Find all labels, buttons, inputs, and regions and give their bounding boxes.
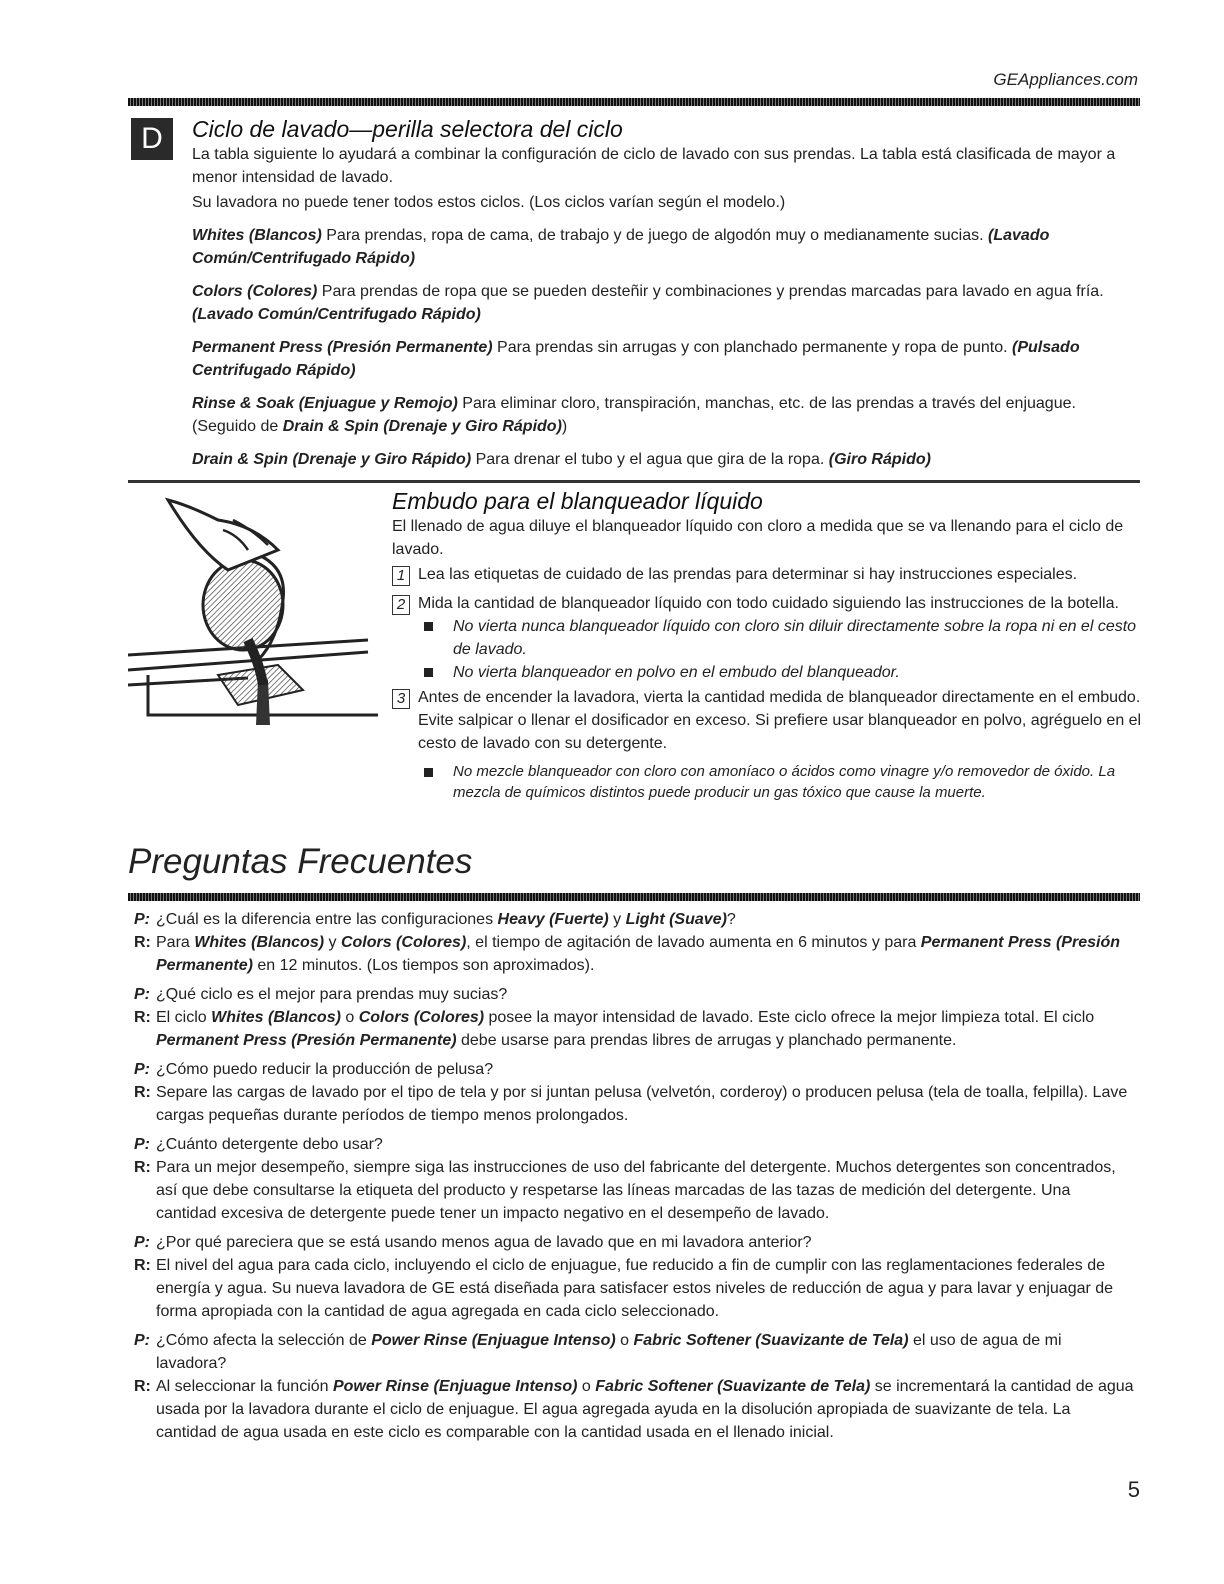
setting-name: Light (Suave) [625, 911, 727, 928]
cycle-description: Para drenar el tubo y el agua que gira de la ropa. [475, 451, 825, 468]
faq-question [134, 1133, 1134, 1156]
bullet-text: No mezcle blanqueador con cloro con amoníaco o ácidos como vinagre y/o removedor de óxido. La mezcla de químicos distintos puede producir un gas tóxico que cause la muerte. [453, 763, 1116, 801]
faq-answer [134, 931, 1134, 977]
answer-label: R: [134, 1084, 151, 1101]
intro-note: Su lavadora no puede tener todos estos ciclos. (Los ciclos varían según el modelo.) [192, 194, 786, 211]
text-run: en 12 minutos. (Los tiempos son aproximados). [252, 957, 595, 974]
section-badge: D [131, 118, 173, 160]
faq-question [134, 1058, 1134, 1081]
text-run: debe usarse para prendas libres de arrugas y planchado permanente. [456, 1032, 957, 1049]
step-text: Mida la cantidad de blanqueador líquido con todo cuidado siguiendo las instrucciones de la botella. [418, 595, 1119, 612]
bullet-text: No vierta nunca blanqueador líquido con cloro sin diluir directamente sobre la ropa ni en el cesto de lavado. [453, 618, 1137, 658]
setting-name: Power Rinse (Enjuague Intenso) [332, 1378, 578, 1395]
bullet-square-icon [424, 622, 433, 631]
answer-label: R: [134, 1257, 151, 1274]
cycle-name: Whites (Blancos) [192, 227, 322, 244]
question-label: P: [134, 1332, 150, 1349]
faq-question [134, 908, 1134, 931]
cycle-entry [192, 280, 1142, 326]
site-url: GEAppliances.com [993, 70, 1138, 89]
intro-paragraph: La tabla siguiente lo ayudará a combinar la configuración de ciclo de lavado con sus prendas. La tabla está clasificada de mayor a menor intensidad de lavado. [192, 146, 1116, 186]
setting-name: Power Rinse (Enjuague Intenso) [371, 1332, 616, 1349]
cycle-list [192, 224, 1142, 471]
cycle-name: Permanent Press (Presión Permanente) [192, 339, 493, 356]
answer-text [156, 1006, 1134, 1052]
text-run: El nivel del agua para cada ciclo, incluyendo el ciclo de enjuague, fue reducido a fin de cumplir con las reglamentaciones federales de energía y agua. Su nueva lavadora de GE está diseñada para satisfacer estos niveles de reducción de agua y para lavar y enjuagar de forma apropiada con la cantidad de agua agregada en cada ciclo seleccionado. [156, 1257, 1114, 1320]
cycle-mode: (Pulsado Centrifugado Rápido) [192, 339, 1080, 379]
text-run: , el tiempo de agitación de lavado aumenta en 6 minutos y para [466, 934, 921, 951]
bullet-square-icon [424, 668, 433, 677]
text-run: ¿Por qué pareciera que se está usando menos agua de lavado que en mi lavadora anterior? [156, 1234, 812, 1251]
step-number: 2 [392, 595, 410, 615]
text-run: se incrementará la cantidad de agua usada por la lavadora durante el ciclo de enjuague. El agua agregada ayuda en la disolución apropiada de suavizante de tela. La cantidad de agua usada en este ciclo es comparable con la cantidad usada en el llenado inicial. [156, 1378, 1134, 1441]
answer-label: R: [134, 1159, 151, 1176]
faq-answer [134, 1006, 1134, 1052]
cycle-entry [192, 336, 1142, 382]
setting-name: Colors (Colores) [340, 934, 467, 951]
text-run: Separe las cargas de lavado por el tipo de tela y por si juntan pelusa (velvetón, corderoy) o producen pelusa (tela de toalla, felpilla). Lave cargas pequeñas durante períodos de tiempo menos prolongados. [156, 1084, 1128, 1124]
answer-text [156, 1254, 1134, 1323]
faq-title: Preguntas Frecuentes [128, 842, 473, 881]
faq-answer [134, 1081, 1134, 1127]
answer-label: R: [134, 1009, 151, 1026]
cycle-description: Para prendas sin arrugas y con planchado permanente y ropa de punto. [497, 339, 1008, 356]
cycle-entry [192, 224, 1142, 270]
cycle-description: Para prendas de ropa que se pueden desteñir y combinaciones y prendas marcadas para lavado en agua fría. [321, 283, 1104, 300]
step-number: 3 [392, 689, 410, 709]
cycle-description: Para eliminar cloro, transpiración, manchas, etc. de las prendas a través del enjuague. (Seguido de [192, 395, 1076, 435]
text-run: ¿Cuánto detergente debo usar? [156, 1136, 383, 1153]
answer-text [156, 1156, 1134, 1225]
question-label: P: [134, 986, 150, 1003]
faq-rule [128, 893, 1140, 901]
text-run: El ciclo [156, 1009, 212, 1026]
setting-name: Permanent Press (Presión Permanente) [156, 1032, 457, 1049]
answer-label: R: [134, 934, 151, 951]
faq-question [134, 1231, 1134, 1254]
setting-name: Permanent Press (Presión Permanente) [156, 934, 1120, 974]
setting-name: Heavy (Fuerte) [497, 911, 609, 928]
cycle-name: Drain & Spin (Drenaje y Giro Rápido) [192, 451, 472, 468]
answer-label: R: [134, 1378, 151, 1395]
cycle-entry [192, 392, 1142, 438]
cycle-mode: (Lavado Común/Centrifugado Rápido) [192, 306, 481, 323]
text-run: Al seleccionar la función [156, 1378, 333, 1395]
faq-item [134, 1231, 1134, 1323]
setting-name: Whites (Blancos) [194, 934, 325, 951]
cycle-name: Rinse & Soak (Enjuague y Remojo) [192, 395, 458, 412]
cycle-mode: Drain & Spin (Drenaje y Giro Rápido) [282, 418, 562, 435]
cycle-entry [192, 448, 1142, 471]
step-3 [392, 686, 1142, 755]
faq-item [134, 1329, 1134, 1444]
cycle-mode: (Lavado Común/Centrifugado Rápido) [192, 227, 1050, 267]
section-wash-cycle [192, 118, 1142, 471]
setting-name: Fabric Softener (Suavizante de Tela) [595, 1378, 871, 1395]
text-run: y [608, 911, 626, 928]
cycle-end: ) [561, 418, 568, 435]
question-label: P: [134, 1061, 150, 1078]
question-text [156, 908, 736, 931]
faq-answer [134, 1375, 1134, 1444]
warning-bullet [424, 661, 1142, 684]
text-run: o [577, 1378, 596, 1395]
cycle-description: Para prendas, ropa de cama, de trabajo y de juego de algodón muy o medianamente sucias. [326, 227, 984, 244]
section-divider [128, 480, 1140, 483]
warning-bullet [424, 615, 1142, 661]
bleach-title: Embudo para el blanqueador líquido [392, 488, 763, 514]
setting-name: Colors (Colores) [358, 1009, 485, 1026]
text-run: ? [726, 911, 736, 928]
answer-text [156, 1375, 1134, 1444]
text-run: Para [156, 934, 195, 951]
faq-question [134, 983, 1134, 1006]
faq-item [134, 1058, 1134, 1127]
text-run: el uso de agua de mi lavadora? [156, 1332, 1062, 1372]
faq-answer [134, 1254, 1134, 1323]
bullet-text: No vierta blanqueador en polvo en el embudo del blanqueador. [453, 664, 900, 681]
setting-name: Fabric Softener (Suavizante de Tela) [633, 1332, 909, 1349]
bullet-square-icon [424, 768, 433, 777]
step-1 [392, 563, 1142, 586]
faq-item [134, 983, 1134, 1052]
question-text [156, 1058, 493, 1081]
step-text: Antes de encender la lavadora, vierta la cantidad medida de blanqueador directamente en el embudo. Evite salpicar o llenar el dosificador en exceso. Si prefiere usar blanqueador en polvo, agréguelo en el cesto de lavado con su detergente. [418, 689, 1142, 752]
question-text [156, 983, 507, 1006]
cycle-name: Colors (Colores) [192, 283, 318, 300]
bleach-intro: El llenado de agua diluye el blanqueador líquido con cloro a medida que se va llenando para el ciclo de lavado. [392, 518, 1124, 558]
question-text [156, 1133, 383, 1156]
question-text [156, 1231, 812, 1254]
text-run: ¿Qué ciclo es el mejor para prendas muy sucias? [156, 986, 508, 1003]
page-number: 5 [1127, 1477, 1140, 1502]
faq-answer [134, 1156, 1134, 1225]
setting-name: Whites (Blancos) [211, 1009, 341, 1026]
section-bleach-funnel [392, 490, 1142, 803]
text-run: o [340, 1009, 359, 1026]
step-text: Lea las etiquetas de cuidado de las prendas para determinar si hay instrucciones especiales. [418, 566, 1078, 583]
answer-text [156, 931, 1134, 977]
text-run: posee la mayor intensidad de lavado. Este ciclo ofrece la mejor limpieza total. El ciclo [484, 1009, 1095, 1026]
warning-bullet [424, 761, 1142, 803]
top-rule [128, 98, 1140, 106]
question-label: P: [134, 1234, 150, 1251]
text-run: o [615, 1332, 634, 1349]
step-number: 1 [392, 566, 410, 586]
faq-item [134, 908, 1134, 977]
step-2 [392, 592, 1142, 615]
text-run: ¿Cómo puedo reducir la producción de pelusa? [156, 1061, 494, 1078]
faq-question [134, 1329, 1134, 1375]
answer-text [156, 1081, 1134, 1127]
text-run: y [324, 934, 341, 951]
section-title: Ciclo de lavado—perilla selectora del ciclo [192, 116, 623, 142]
cycle-mode: (Giro Rápido) [828, 451, 931, 468]
text-run: ¿Cuál es la diferencia entre las configuraciones [156, 911, 498, 928]
bleach-pour-illustration [128, 490, 378, 750]
question-label: P: [134, 1136, 150, 1153]
text-run: ¿Cómo afecta la selección de [156, 1332, 372, 1349]
question-text [156, 1329, 1134, 1375]
text-run: Para un mejor desempeño, siempre siga las instrucciones de uso del fabricante del detergente. Muchos detergentes son concentrados, así que debe consultarse la etiqueta del producto y respetarse las líneas marcadas de las tazas de medición del detergente. Una cantidad excesiva de detergente puede tener un impacto negativo en el desempeño de lavado. [156, 1159, 1116, 1222]
faq-list [134, 908, 1134, 1450]
faq-item [134, 1133, 1134, 1225]
question-label: P: [134, 911, 150, 928]
